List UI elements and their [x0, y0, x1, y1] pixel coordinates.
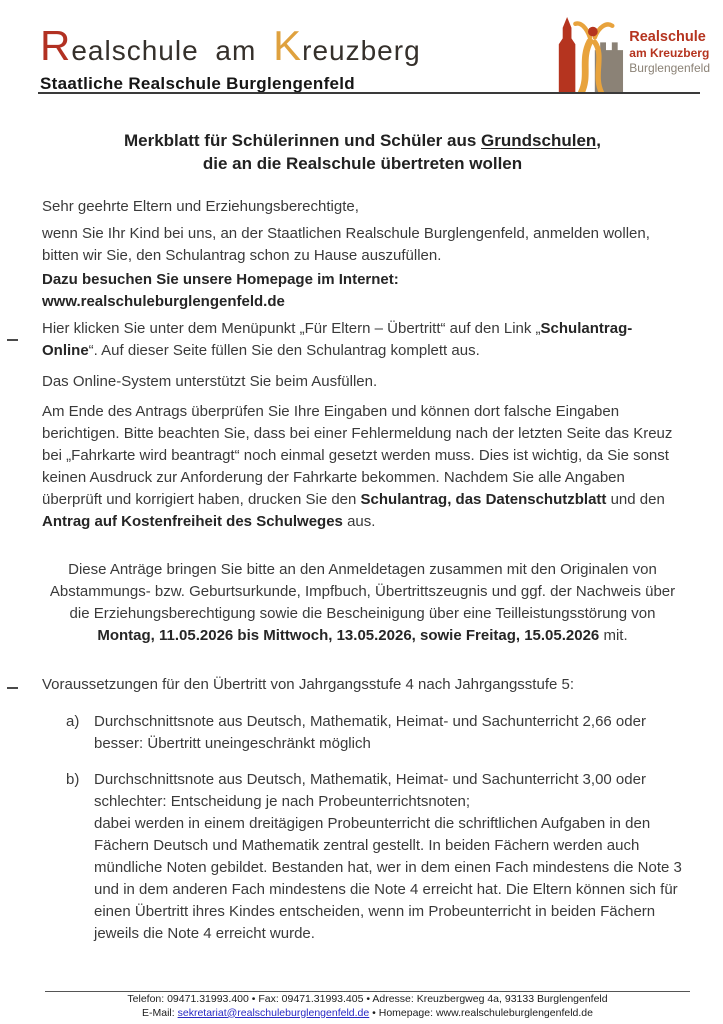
school-logo: [552, 14, 710, 94]
item-b-text-part1: Durchschnittsnote aus Deutsch, Mathematik, Heimat- und Sachunterricht 3,00 oder schlechter: Entscheidung je nach Probeunterrichtsnoten;: [94, 771, 646, 810]
logo-text-line2: am Kreuzberg: [629, 45, 710, 60]
logo-text-line3: Burglengenfeld: [629, 60, 710, 75]
requirements-heading: Voraussetzungen für den Übertritt von Jahrgangsstufe 4 nach Jahrgangsstufe 5:: [42, 676, 575, 693]
intro-paragraph: wenn Sie Ihr Kind bei uns, an der Staatlichen Realschule Burglengenfeld, anmelden wollen, bitten wir Sie, den Schulantrag schon zu Hause auszufüllen.: [42, 225, 650, 264]
school-name: [40, 24, 421, 73]
check-seg1: Am Ende des Antrags überprüfen Sie Ihre Eingaben und können dort falsche Eingaben berichtigen. Bitte beachten Sie, dass bei einer Fehlermeldung nach der letzten Seite das Kreuz bei „Fahrkarte wird beantragt“ noch einmal gesetzt werden muss. Dies ist wichtig, da Sie sonst keinen Ausdruck zur Anforderung der Fahrkarte bekommen. Nachdem Sie alle Angaben überprüft und korrigiert haben, drucken Sie den: [42, 403, 673, 508]
footer-links-line: [45, 1007, 690, 1021]
check-seg2-bold: Schulantrag, das Datenschutzblatt: [360, 491, 607, 508]
bring-dates-line: [48, 625, 677, 647]
click-instructions-paragraph: [42, 318, 683, 362]
check-seg3: und den: [606, 491, 665, 508]
check-paragraph: [42, 401, 683, 533]
document-title: [42, 129, 683, 175]
document-body: [0, 94, 723, 945]
footer-email-label: E-Mail:: [142, 1006, 178, 1019]
item-a-label: a): [66, 713, 80, 730]
item-b-text: [86, 769, 683, 945]
school-crest-icon: [552, 14, 624, 94]
footer-email-link[interactable]: sekretariat@realschuleburglengenfeld.de: [177, 1006, 370, 1019]
schulantrag-online-link-text: Schulantrag-Online: [42, 320, 633, 359]
title-line1-underlined: Grundschulen: [481, 131, 597, 150]
item-b-text-part2: dabei werden in einem dreitägigen Probeunterricht die schriftlichen Aufgaben in den Fächern Deutsch und Mathematik zentral gestellt. In beiden Fächern werden auch mündliche Noten gebildet. Bestanden hat, wer in dem einen Fach mindestens die Note 3 und in dem anderen Fach mindestens die Note 4 erreicht hat. Die Eltern können sich für einen Übertritt ihres Kindes entscheiden, wenn im Probeunterricht in beiden Fächern jeweils die Note 4 erreicht wurde.: [94, 815, 682, 942]
school-name-initial-r: R: [40, 22, 72, 69]
footer: [45, 991, 690, 1024]
homepage-call-paragraph: [42, 269, 683, 313]
homepage-url-text: www.realschuleburglengenfeld.de: [42, 293, 285, 310]
school-name-block: [40, 14, 421, 95]
click-seg3: “. Auf dieser Seite füllen Sie den Schulantrag komplett aus.: [88, 342, 480, 359]
check-seg4-bold: Antrag auf Kostenfreiheit des Schulweges: [42, 513, 343, 530]
bring-post: mit.: [599, 627, 628, 644]
requirement-item-a: [42, 711, 683, 755]
title-line2: die an die Realschule übertreten wollen: [202, 154, 523, 173]
letterhead: [40, 14, 710, 95]
item-a-text: Durchschnittsnote aus Deutsch, Mathematik, Heimat- und Sachunterricht 2,66 oder besser: Übertritt uneingeschränkt möglich: [94, 713, 646, 752]
school-name-part2: reuzberg: [302, 35, 421, 66]
homepage-call-text: Dazu besuchen Sie unsere Homepage im Internet:: [42, 271, 399, 288]
registration-dates: Montag, 11.05.2026 bis Mittwoch, 13.05.2026, sowie Freitag, 15.05.2026: [97, 627, 600, 644]
title-line1-post: ,: [596, 131, 602, 150]
logo-text-line1: Realschule: [629, 28, 706, 45]
logo-text: [629, 29, 710, 80]
footer-homepage-text: • Homepage: www.realschuleburglengenfeld.de: [369, 1006, 593, 1019]
title-line1-pre: Merkblatt für Schülerinnen und Schüler aus: [123, 131, 482, 150]
bring-text: Diese Anträge bringen Sie bitte an den Anmeldetagen zusammen mit den Originalen von Abstammungs- bzw. Geburtsurkunde, Impfbuch, Übertrittszeugnis und ggf. der Nachweis über die Erziehungsberechtigung sowie die Bescheinigung über eine Teilleistungsstörung von: [49, 561, 676, 622]
school-subtitle: Staatliche Realschule Burglengenfeld: [40, 74, 355, 93]
title-line1: [42, 129, 683, 152]
check-seg5: aus.: [342, 513, 376, 530]
footer-contact-line: Telefon: 09471.31993.400 • Fax: 09471.31993.405 • Adresse: Kreuzbergweg 4a, 93133 Burglengenfeld: [127, 993, 608, 1005]
school-name-part1: ealschule am: [71, 35, 274, 66]
salutation: Sehr geehrte Eltern und Erziehungsberechtigte,: [42, 198, 359, 215]
requirement-item-b: [42, 769, 683, 945]
item-b-label: b): [66, 771, 80, 788]
online-system-note: Das Online-System unterstützt Sie beim Ausfüllen.: [42, 373, 378, 390]
click-seg1: Hier klicken Sie unter dem Menüpunkt „Für Eltern – Übertritt“ auf den Link „: [42, 320, 541, 337]
school-name-initial-k: K: [273, 22, 303, 69]
bring-paragraph: [42, 559, 683, 647]
